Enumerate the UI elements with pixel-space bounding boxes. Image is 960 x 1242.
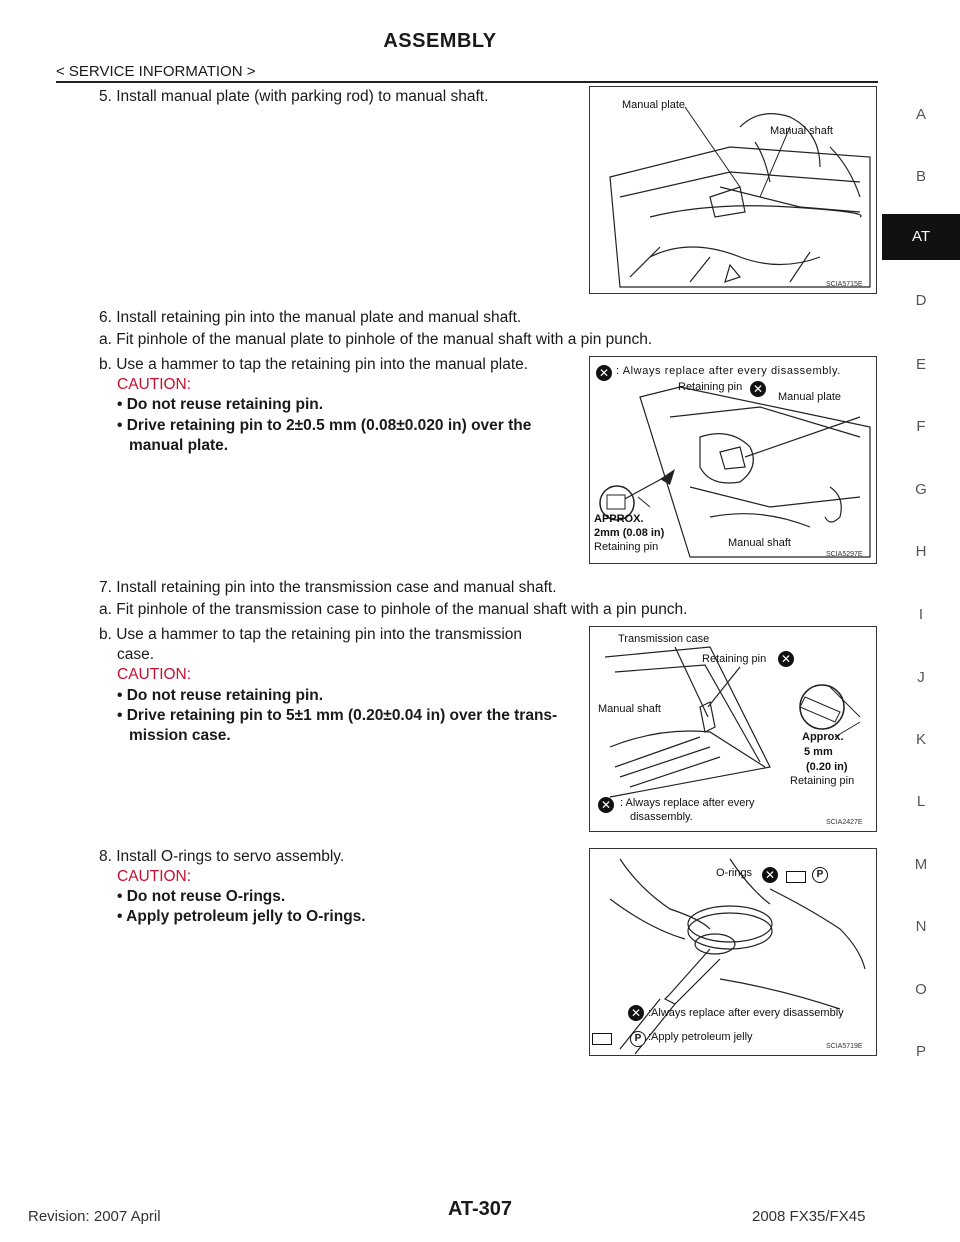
page-title: ASSEMBLY [383,30,497,52]
figure-3-label-manual-shaft: Manual shaft [598,703,661,715]
figure-3-code: SCIA2427E [826,819,863,826]
page-number: AT-307 [447,1198,513,1220]
figure-manual-plate [589,86,877,294]
figure-1-drawing [590,87,876,293]
replace-icon: ✕ [596,365,612,381]
figure-1-label-manual-plate: Manual plate [622,99,685,111]
step-7: 7. Install retaining pin into the transmission case and manual shaft. [99,579,557,596]
tab-b[interactable]: B [915,168,926,185]
tab-e[interactable]: E [915,356,926,373]
tab-m[interactable]: M [914,856,928,873]
step-7b-caution-label: CAUTION: [117,666,192,683]
step-5: 5. Install manual plate (with parking rod) to manual shaft. [99,88,489,105]
step-8: 8. Install O-rings to servo assembly. [99,848,345,865]
figure-3-label-5mm: 5 mm [804,746,833,758]
step-6b: b. Use a hammer to tap the retaining pin into the manual plate. [99,356,529,373]
tab-h[interactable]: H [915,543,927,560]
figure-1-code: SCIA5715E [826,281,863,288]
step-7b: b. Use a hammer to tap the retaining pin into the transmission [99,626,523,643]
step-8-caution-label: CAUTION: [117,868,192,885]
figure-3-label-retaining-pin: Retaining pin [702,653,767,665]
figure-4-drawing [590,849,876,1055]
figure-retaining-pin-manual-plate [589,356,877,564]
figure-4-code: SCIA5719E [826,1043,863,1050]
tab-d[interactable]: D [915,292,927,309]
tab-k[interactable]: K [915,731,926,748]
figure-2-label-retaining-pin: Retaining pin [678,381,743,393]
step-7b-bullet-1: • Do not reuse retaining pin. [117,687,324,704]
figure-retaining-pin-transmission-case [589,626,877,832]
step-6b-bullet-2-cont: manual plate. [129,437,229,454]
step-6a: a. Fit pinhole of the manual plate to pinhole of the manual shaft with a pin punch. [99,331,653,348]
replace-icon: ✕ [778,651,794,667]
figure-2-label-2mm: 2mm (0.08 in) [594,527,665,539]
figure-o-rings [589,848,877,1056]
tab-p[interactable]: P [915,1043,926,1060]
figure-3-note-line-1: : Always replace after every [620,797,755,809]
revision-date: Revision: 2007 April [28,1208,161,1225]
figure-3-label-approx: Approx. [802,731,844,743]
replace-icon: ✕ [598,797,614,813]
section-breadcrumb: < SERVICE INFORMATION > [56,63,256,80]
figure-4-note-replace: :Always replace after every disassembly [648,1007,844,1019]
petroleum-jelly-icon [786,871,806,883]
figure-3-note-line-2: disassembly. [630,811,693,823]
header-rule [56,81,878,83]
step-8-bullet-1: • Do not reuse O-rings. [117,888,286,905]
figure-3-label-020in: (0.20 in) [806,761,848,773]
figure-4-note-jelly: :Apply petroleum jelly [648,1031,753,1043]
replace-icon: ✕ [750,381,766,397]
tab-i[interactable]: I [918,606,924,623]
step-6: 6. Install retaining pin into the manual plate and manual shaft. [99,309,522,326]
p-symbol-icon: P [812,867,828,883]
step-7a: a. Fit pinhole of the transmission case to pinhole of the manual shaft with a pin punch. [99,601,688,618]
tab-f[interactable]: F [916,418,926,435]
tab-a[interactable]: A [915,106,926,123]
step-7b-bullet-2-cont: mission case. [129,727,231,744]
figure-3-label-retaining-pin-2: Retaining pin [790,775,855,787]
replace-icon: ✕ [762,867,778,883]
p-symbol-icon: P [630,1031,646,1047]
figure-2-label-manual-shaft: Manual shaft [728,537,791,549]
figure-4-label-o-rings: O-rings [716,867,753,879]
petroleum-jelly-icon [592,1033,612,1045]
tab-j[interactable]: J [917,669,925,686]
step-6b-bullet-1: • Do not reuse retaining pin. [117,396,324,413]
tab-l[interactable]: L [916,793,926,810]
tab-g[interactable]: G [915,481,927,498]
tab-o[interactable]: O [915,981,927,998]
figure-2-label-retaining-pin-2: Retaining pin [594,541,659,553]
step-7b-cont: case. [117,646,155,663]
figure-2-note: : Always replace after every disassembly. [616,365,841,377]
step-7b-bullet-2: • Drive retaining pin to 5±1 mm (0.20±0.04 in) over the trans- [117,707,558,724]
figure-2-code: SCIA5297E [826,551,863,558]
tab-n[interactable]: N [915,918,927,935]
step-8-bullet-2: • Apply petroleum jelly to O-rings. [117,908,366,925]
model-name: 2008 FX35/FX45 [752,1208,866,1225]
step-6b-caution-label: CAUTION: [117,376,192,393]
figure-2-label-approx: APPROX. [594,513,644,525]
replace-icon: ✕ [628,1005,644,1021]
step-6b-bullet-2: • Drive retaining pin to 2±0.5 mm (0.08±0.020 in) over the [117,417,532,434]
tab-at[interactable]: AT [882,214,960,260]
figure-1-label-manual-shaft: Manual shaft [770,125,833,137]
figure-3-label-transmission-case: Transmission case [618,633,710,645]
figure-2-label-manual-plate: Manual plate [778,391,841,403]
